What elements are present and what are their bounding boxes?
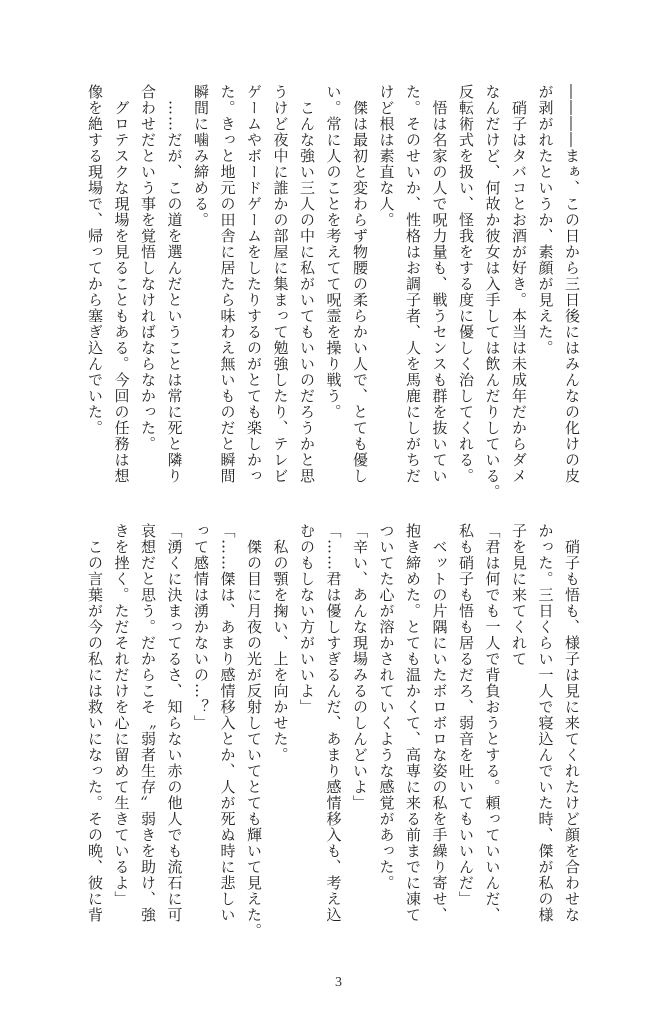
text-line: けど根は素直な人。 — [377, 84, 396, 228]
page-number: 3 — [335, 975, 342, 990]
text-line: 哀想だと思う。だからこそ〝弱者生存〟弱きを助け、強 — [139, 523, 157, 923]
text-line: 瞬間に噛み締める。 — [192, 84, 210, 228]
text-line: 抱き締めた。とても温かくて、高専に来る前までに凍て — [404, 523, 422, 923]
text-line: 硝子はタバコとお酒が好き。本当は未成年だからダメ — [510, 84, 528, 484]
bottom-text-block — [82, 523, 586, 939]
text-line: い。常に人のことを考えてて呪霊を操り戦う。 — [324, 84, 343, 420]
text-line: が剥がれたというか、素顔が見えた。 — [536, 84, 555, 356]
text-line: 悟は名家の人で呪力量も、戦うセンスも群を抜いてい — [430, 84, 449, 484]
text-line: 反転術式を扱い、怪我をする度に優しく治してくれる。 — [457, 84, 475, 484]
text-line: 私の顎を掬い、上を向かせた。 — [271, 523, 290, 763]
text-line: 像を絶する現場で、帰ってから塞ぎ込んでいた。 — [86, 84, 104, 436]
text-line: ベットの片隅にいたボロボロな姿の私を手繰り寄せ、 — [430, 523, 449, 923]
text-line: グロテスクな現場を見ることもある。今回の任務は想 — [112, 84, 131, 484]
text-line: 「……傑は、あまり感情移入とか、人が死ぬ時に悲しい — [218, 523, 237, 923]
text-line: きを挫く。ただそれだけを心に留めて生きているよ」 — [112, 523, 131, 907]
text-line: 「君は何でも一人で背負おうとする。頼っていいんだ、 — [483, 523, 502, 923]
text-line: 私も硝子も悟も居るだろ、弱音を吐いてもいいんだ」 — [457, 523, 475, 907]
text-line: 「辛い、あんな現場みるのしんどいよ」 — [351, 523, 369, 811]
text-line: なんだけど、何故か彼女は入手しては飲んだりしている。 — [483, 84, 502, 500]
text-line: た。きっと地元の田舎に居たら味わえ無いものだと瞬間 — [218, 84, 237, 484]
text-line: 「湧くに決まってるさ、知らない赤の他人でも流石に可 — [165, 523, 184, 923]
text-line: ついてた心が溶かされていくような感覚があった。 — [377, 523, 396, 891]
text-line: うけど夜中に誰かの部屋に集まって勉強したり、テレビ — [271, 84, 290, 484]
top-text-block — [82, 84, 586, 500]
text-line: ゲームやボードゲームをしたりするのがとても楽しかっ — [245, 84, 263, 484]
text-line: ――――まぁ、この日から三日後にはみんなの化けの皮 — [563, 84, 581, 484]
text-line: 子を見に来てくれて — [510, 523, 528, 667]
text-line: 硝子も悟も、様子は見に来てくれたけど顔を合わせな — [563, 523, 581, 923]
text-line: た。そのせいか、性格はお調子者、人を馬鹿にしがちだ — [404, 84, 422, 484]
text-line: 傑は最初と変わらず物腰の柔らかい人で、とても優し — [351, 84, 369, 484]
text-line: 「……君は優しすぎるんだ、あまり感情移入も、考え込 — [324, 523, 343, 923]
text-line: 合わせだという事を覚悟しなければならなかった。 — [139, 84, 157, 452]
text-line: かった。三日くらい一人で寝込んでいた時、傑が私の様 — [536, 523, 555, 923]
text-line: 傑の目に月夜の光が反射していてとても輝いて見えた。 — [245, 523, 263, 939]
text-line: こんな強い三人の中に私がいてもいいのだろうかと思 — [298, 84, 316, 484]
text-line: むのもしない方がいいよ」 — [298, 523, 316, 715]
text-line: ……だが、この道を選んだということは常に死と隣り — [165, 84, 184, 484]
text-line: この言葉が今の私には救いになった。その晩、彼に背 — [86, 523, 104, 923]
text-line: って感情は湧かないの…？」 — [192, 523, 210, 731]
